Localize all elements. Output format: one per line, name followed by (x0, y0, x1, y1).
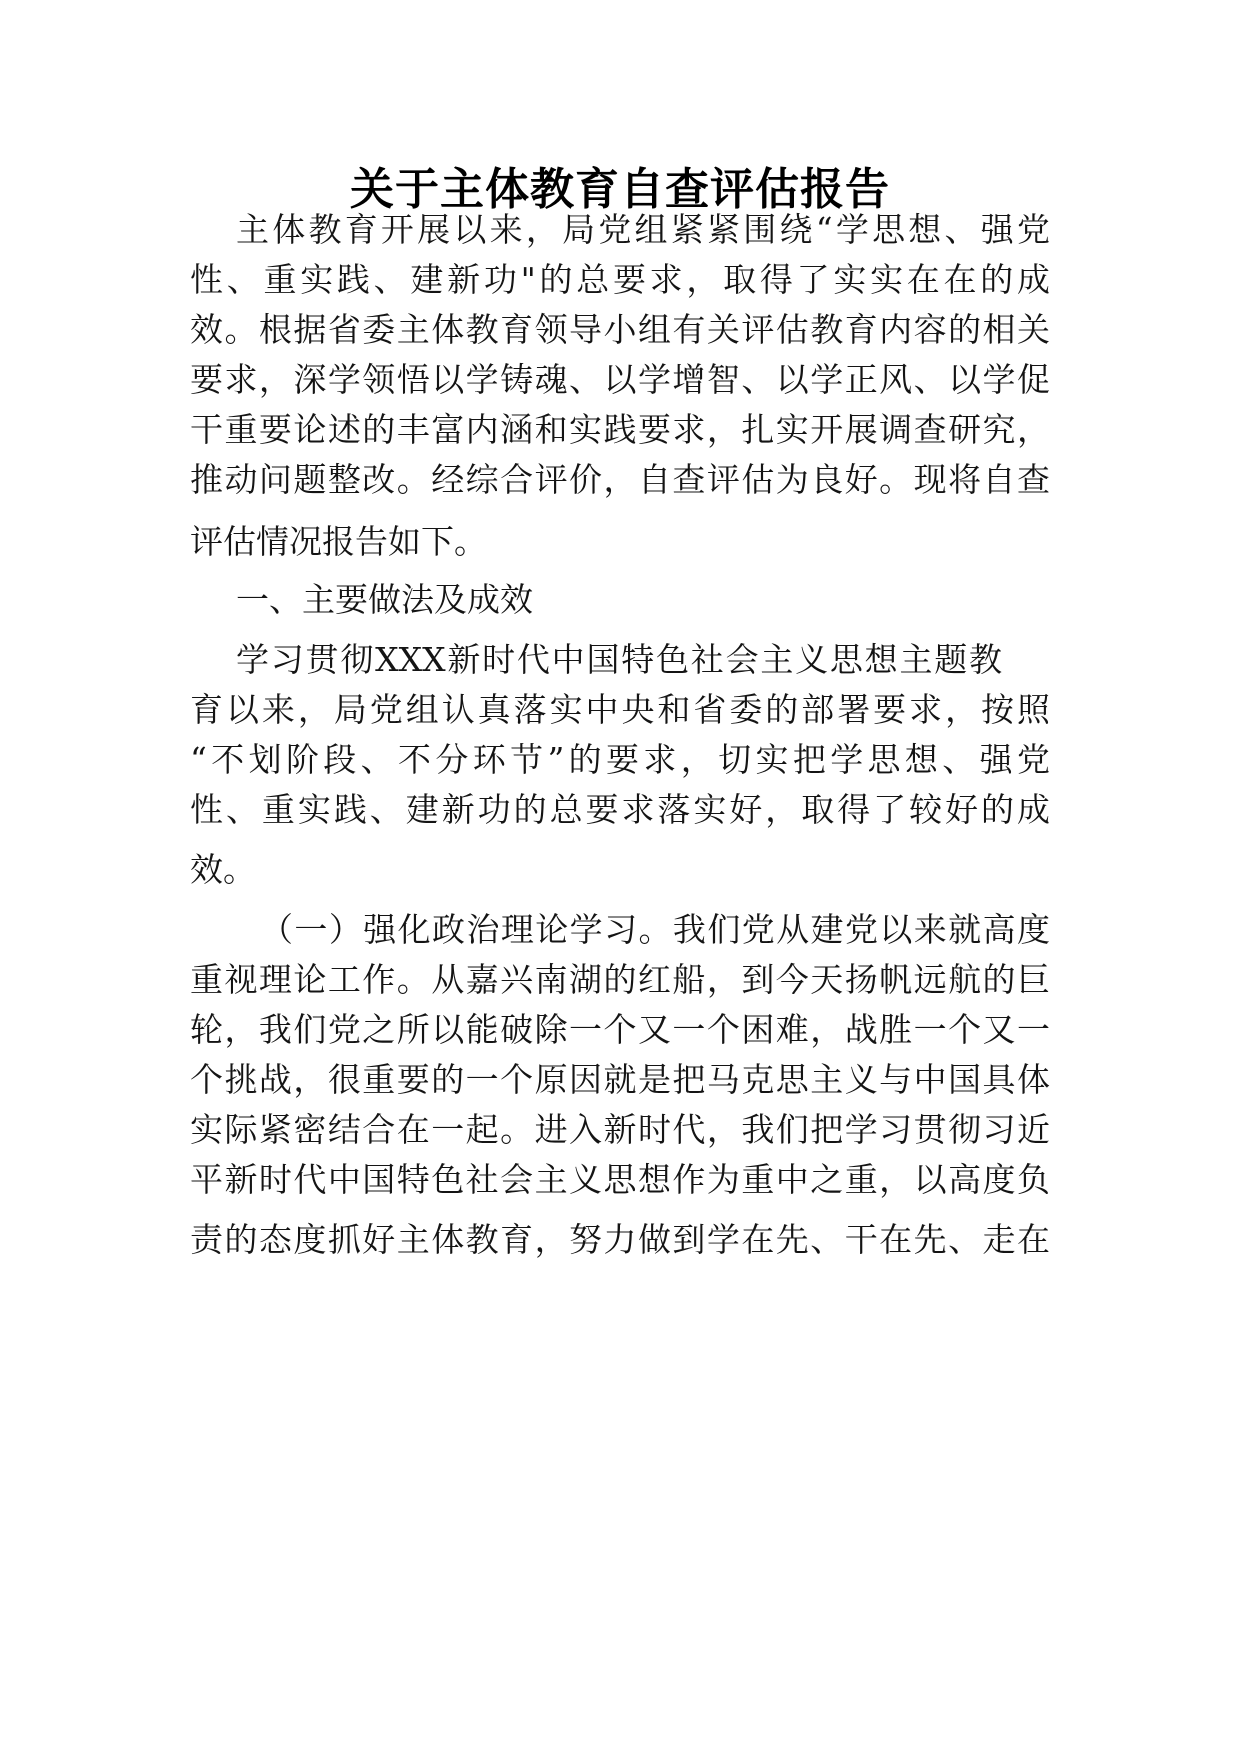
section-heading: 一、主要做法及成效 (236, 580, 533, 619)
paragraph-line: 主体教育开展以来，局党组紧紧围绕“学思想、强党 (236, 210, 1050, 249)
paragraph-line: 轮，我们党之所以能破除一个又一个困难，战胜一个又一 (190, 1010, 1050, 1049)
paragraph-line: 性、重实践、建新功"的总要求，取得了实实在在的成 (190, 260, 1050, 299)
paragraph-line: 重视理论工作。从嘉兴南湖的红船，到今天扬帆远航的巨 (190, 960, 1050, 999)
paragraph-line: 要求，深学领悟以学铸魂、以学增智、以学正风、以学促 (190, 360, 1050, 399)
paragraph-line: 性、重实践、建新功的总要求落实好，取得了较好的成 (190, 790, 1050, 829)
paragraph-line: 平新时代中国特色社会主义思想作为重中之重，以高度负 (190, 1160, 1050, 1199)
paragraph-line: 育以来，局党组认真落实中央和省委的部署要求，按照 (190, 690, 1050, 729)
paragraph-line: 学习贯彻XXX新时代中国特色社会主义思想主题教 (236, 640, 1002, 679)
document-title: 关于主体教育自查评估报告 (350, 164, 890, 215)
paragraph-line: “不划阶段、不分环节”的要求，切实把学思想、强党 (190, 740, 1050, 779)
paragraph-line: （一）强化政治理论学习。我们党从建党以来就高度 (260, 910, 1050, 949)
paragraph-line: 推动问题整改。经综合评价，自查评估为良好。现将自查 (190, 460, 1050, 499)
paragraph-line: 效。根据省委主体教育领导小组有关评估教育内容的相关 (190, 310, 1050, 349)
paragraph-line: 责的态度抓好主体教育，努力做到学在先、干在先、走在 (190, 1220, 1050, 1259)
paragraph-line: 实际紧密结合在一起。进入新时代，我们把学习贯彻习近 (190, 1110, 1050, 1149)
paragraph-line: 个挑战，很重要的一个原因就是把马克思主义与中国具体 (190, 1060, 1050, 1099)
paragraph-line: 干重要论述的丰富内涵和实践要求，扎实开展调查研究， (190, 410, 1050, 449)
paragraph-line: 评估情况报告如下。 (190, 522, 487, 561)
paragraph-line: 效。 (190, 850, 256, 889)
